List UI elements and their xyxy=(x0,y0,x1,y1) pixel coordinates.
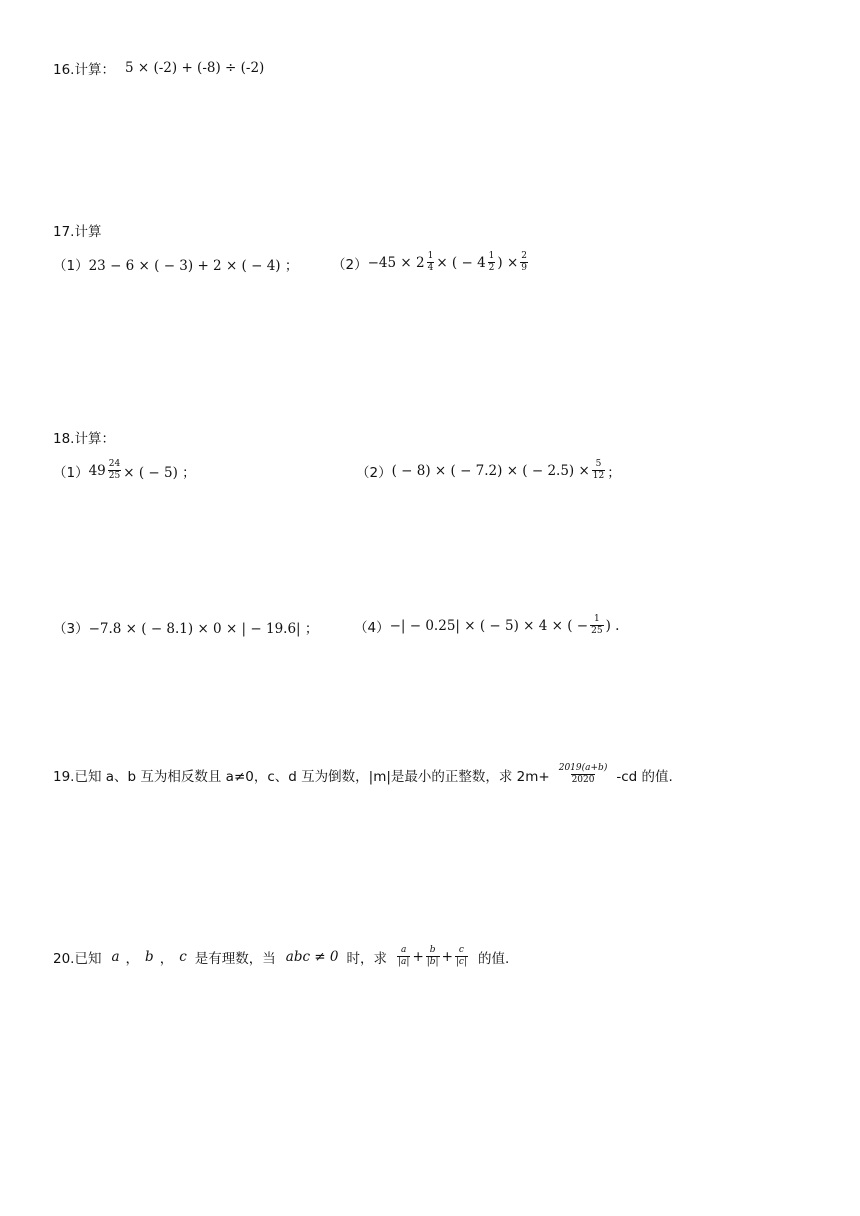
part-tag: （4） xyxy=(354,619,390,636)
numerator: 1 xyxy=(593,614,600,624)
question-18-part-4 xyxy=(354,615,619,636)
part-expression: × ( − 5) ； xyxy=(123,464,196,481)
part-expression: ( − 8) × ( − 7.2) × ( − 2.5) × xyxy=(391,462,590,479)
question-20-text: 时，求 xyxy=(346,950,387,967)
separator: ， xyxy=(125,950,140,967)
fraction xyxy=(108,460,121,481)
denominator: 2020 xyxy=(571,775,595,785)
denominator: 4 xyxy=(427,263,434,273)
part-expression: −| − 0.25| × ( − 5) × 4 × ( − xyxy=(389,617,589,634)
part-tag: （1） xyxy=(53,464,89,481)
part-expression: −45 × 2 xyxy=(367,254,425,271)
question-17-part-2 xyxy=(332,252,530,273)
numerator: c xyxy=(458,945,464,955)
denominator: |a| xyxy=(398,957,410,967)
question-19-text: 19.已知 a、b 互为相反数且 a≠0，c、d 互为倒数，|m|是最小的正整数，求 2m+ xyxy=(53,768,550,785)
numerator: 1 xyxy=(427,251,434,261)
part-tag: （1） xyxy=(53,258,89,274)
variable-b: b xyxy=(145,948,154,965)
numerator: 24 xyxy=(108,459,121,469)
part-tag: （2） xyxy=(332,256,368,273)
fraction xyxy=(488,252,496,273)
question-18-part-3 xyxy=(53,617,318,637)
fraction xyxy=(590,615,603,636)
part-expression: ； xyxy=(607,464,621,481)
denominator: 2 xyxy=(488,263,495,273)
variable-a: a xyxy=(111,948,120,965)
variable-c: c xyxy=(179,948,187,965)
denominator: |b| xyxy=(426,957,439,967)
part-expression: 23 − 6 × ( − 3) + 2 × ( − 4) ； xyxy=(88,258,299,274)
fraction xyxy=(592,460,605,481)
question-19 xyxy=(53,764,673,785)
question-17-part-1 xyxy=(53,254,298,274)
part-expression: ) . xyxy=(605,617,620,634)
numerator: 2019(a+b) xyxy=(558,763,608,773)
denominator: 12 xyxy=(592,471,605,481)
part-tag: （2） xyxy=(356,464,392,481)
question-18-label: 18.计算： xyxy=(53,431,115,447)
denominator: 9 xyxy=(521,263,528,273)
part-expression: ) × xyxy=(497,254,519,271)
condition: abc ≠ 0 xyxy=(285,948,339,965)
numerator: 5 xyxy=(595,459,602,469)
part-expression: × ( − 4 xyxy=(436,254,486,271)
fraction xyxy=(427,252,435,273)
numerator: 1 xyxy=(488,251,495,261)
fraction xyxy=(397,946,410,967)
part-expression: 49 xyxy=(88,462,106,479)
part-tag: （3） xyxy=(53,621,89,637)
question-18-title xyxy=(53,427,115,447)
question-16-label: 16.计算： xyxy=(53,62,115,78)
fraction xyxy=(455,946,468,967)
question-20-text: 20.已知 xyxy=(53,950,102,967)
question-16 xyxy=(53,58,264,78)
separator: ， xyxy=(159,950,174,967)
question-19-text-end: -cd 的值. xyxy=(616,768,673,785)
denominator: 25 xyxy=(108,471,121,481)
question-20 xyxy=(53,946,509,967)
denominator: |c| xyxy=(455,957,467,967)
part-expression: −7.8 × ( − 8.1) × 0 × | − 19.6| ； xyxy=(88,621,319,637)
question-16-expression: 5 × (-2) + (-8) ÷ (-2) xyxy=(124,60,265,76)
numerator: 2 xyxy=(521,251,528,261)
numerator: b xyxy=(429,945,436,955)
fraction xyxy=(558,764,609,785)
plus-sign: + xyxy=(441,948,453,965)
fraction xyxy=(520,252,528,273)
question-20-text-end: 的值. xyxy=(478,950,510,967)
question-18-part-1 xyxy=(53,460,196,481)
fraction xyxy=(426,946,440,967)
denominator: 25 xyxy=(591,626,603,636)
question-18-part-2 xyxy=(356,460,621,481)
numerator: a xyxy=(401,945,407,955)
plus-sign: + xyxy=(412,948,424,965)
question-20-text: 是有理数，当 xyxy=(194,950,276,967)
question-17-title xyxy=(53,220,101,240)
question-17-label: 17.计算 xyxy=(53,224,102,240)
